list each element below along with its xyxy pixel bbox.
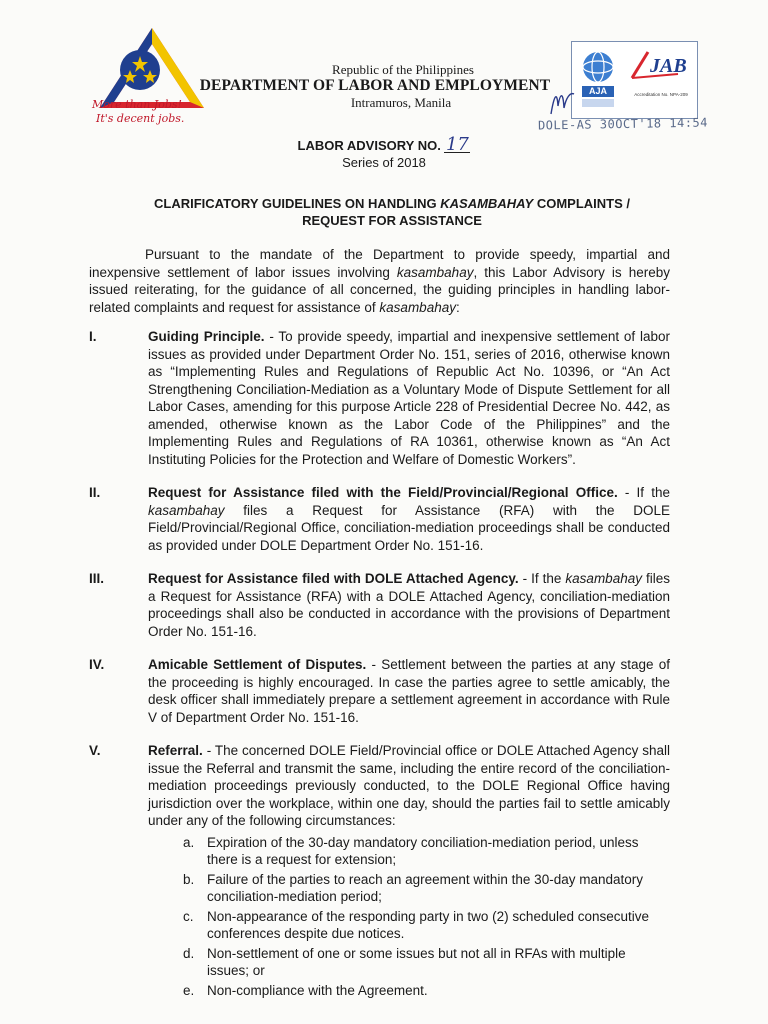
- slogan-line-1: More than Jobs!: [92, 98, 182, 111]
- section-text: [148, 570, 670, 640]
- section-text: [148, 656, 670, 726]
- section-numeral: V.: [89, 743, 101, 758]
- jab-label: JAB: [650, 55, 687, 77]
- advisory-series: Series of 2018: [342, 155, 426, 170]
- location: Intramuros, Manila: [350, 95, 452, 110]
- item-text: Non-settlement of one or some issues but not all in RFAs with multiple issues; or: [207, 945, 626, 978]
- section-numeral: IV.: [89, 657, 105, 672]
- certification-box: [571, 41, 698, 119]
- title-italic: KASAMBAHAY: [440, 196, 534, 211]
- item-letter: c.: [183, 908, 194, 924]
- section-italic: kasambahay: [148, 502, 225, 518]
- advisory-number-block: [0, 134, 768, 170]
- section-body-1: - If the: [518, 571, 566, 586]
- section-body: - To provide speedy, impartial and inexpensive settlement of labor issues as provided under Department Order No. 151, series of 2016, otherwise known as “Implementing Rules and Regulations of Republic Act No. 10396, or “An Act Strengthening Conciliation-Mediation as a Voluntary Mode of Dispute Settlement for all Labor Cases, amending for this purpose Article 228 of Presidential Decree No. 442, as amended, otherwise known as the Labor Code of the Philippines” and the Implementing Rules and Regulations of RA 10361, otherwise known as “An Act Instituting Policies for the Protection and Welfare of Domestic Workers”.: [148, 329, 670, 467]
- section-body-2: files a Request for Assistance (RFA) with the DOLE Field/Provincial/Regional Office, conciliation-mediation proceedings shall be conducted as provided under DOLE Department Order No. 151-16.: [148, 502, 670, 553]
- section-4: [89, 656, 670, 726]
- section-numeral: II.: [89, 485, 101, 500]
- advisory-label: LABOR ADVISORY NO.: [297, 138, 441, 153]
- slogan-line-2: It's decent jobs.: [96, 112, 185, 125]
- section-text: [148, 742, 670, 830]
- handwritten-initials: [548, 84, 578, 120]
- section-body: - Settlement between the parties at any stage of the proceeding is highly encouraged. In case the parties agree to settle amicably, the desk officer shall immediately prepare a settlement agreement in accordance with Rule V of Department Order No. 151-16.: [148, 657, 670, 725]
- item-letter: a.: [183, 834, 195, 850]
- circumstance-item: [183, 982, 670, 1000]
- item-letter: e.: [183, 982, 195, 998]
- section-heading: Referral.: [148, 743, 203, 758]
- document-title: [80, 195, 704, 229]
- section-numeral: I.: [89, 329, 97, 344]
- item-text: Non-compliance with the Agreement.: [207, 982, 428, 998]
- document-body: [89, 246, 670, 999]
- section-text: [148, 328, 670, 468]
- item-text: Expiration of the 30-day mandatory conciliation-mediation period, unless there is a request for extension;: [207, 834, 639, 867]
- section-italic: kasambahay: [565, 571, 642, 586]
- circumstance-item: [183, 871, 670, 906]
- circumstance-item: [183, 945, 670, 980]
- aja-globe-icon: [576, 47, 620, 111]
- section-1: [89, 328, 670, 468]
- section-heading: Amicable Settlement of Disputes.: [148, 657, 367, 672]
- section-body-2: files a Request for Assistance (RFA) with a DOLE Attached Agency, conciliation-mediation proceedings shall also be conducted in accordance with the provisions of Department Order No. 151-16.: [148, 571, 670, 639]
- slogan: [92, 98, 184, 126]
- intro-italic-1: kasambahay: [396, 264, 474, 280]
- advisory-number: 17: [445, 134, 469, 155]
- receiving-stamp: DOLE-AS 30OCT'18 14:54: [537, 115, 709, 133]
- intro-italic-2: kasambahay: [379, 299, 456, 315]
- item-text: Failure of the parties to reach an agreement within the 30-day mandatory conciliation-mediation period;: [207, 871, 643, 904]
- intro-paragraph: [89, 246, 670, 316]
- section-body-1: - If the: [617, 485, 670, 500]
- letterhead: [198, 62, 552, 110]
- section-body: - The concerned DOLE Field/Provincial office or DOLE Attached Agency shall issue the Referral and transmit the same, including the entire record of the conciliation-mediation proceedings previously conducted, to the DOLE Regional Office having jurisdiction over the workplace, within one day, should the parties fail to settle amicably under any of the following circumstances:: [148, 743, 670, 828]
- section-2: [89, 484, 670, 554]
- section-numeral: III.: [89, 571, 105, 586]
- item-letter: b.: [183, 871, 195, 887]
- title-line-1: [80, 195, 704, 212]
- circumstance-item: [183, 908, 670, 943]
- advisory-label-line: [0, 134, 768, 155]
- section-text: [148, 484, 670, 554]
- jab-logo-icon: [628, 48, 690, 88]
- intro-text-2: , this Labor Advisory is hereby issued reiterating, for the guidance of all concerned, the guiding principles in handling labor-related complaints and request for assistance of: [89, 264, 670, 315]
- intro-text-3: :: [455, 299, 460, 315]
- circumstance-item: [183, 834, 670, 869]
- accreditation-text: Accreditation No. NPA-209: [634, 92, 688, 97]
- section-3: [89, 570, 670, 640]
- aja-label: AJA: [582, 86, 614, 97]
- republic-label: Republic of the Philippines: [332, 62, 474, 77]
- title-line-2: REQUEST FOR ASSISTANCE: [302, 213, 482, 228]
- item-text: Non-appearance of the responding party in two (2) scheduled consecutive conferences despite due notices.: [207, 908, 650, 941]
- section-heading: Guiding Principle.: [148, 329, 265, 344]
- intro-text-1: Pursuant to the mandate of the Department to provide speedy, impartial and inexpensive settlement of labor issues involving: [89, 247, 670, 280]
- section-heading: Request for Assistance filed with the Field/Provincial/Regional Office.: [148, 485, 618, 500]
- section-5: [89, 742, 670, 830]
- section-heading: Request for Assistance filed with DOLE Attached Agency.: [148, 571, 519, 586]
- item-letter: d.: [183, 945, 195, 961]
- title-part-2: COMPLAINTS /: [533, 196, 630, 211]
- department-name: DEPARTMENT OF LABOR AND EMPLOYMENT: [199, 77, 551, 94]
- title-part-1: CLARIFICATORY GUIDELINES ON HANDLING: [154, 196, 441, 211]
